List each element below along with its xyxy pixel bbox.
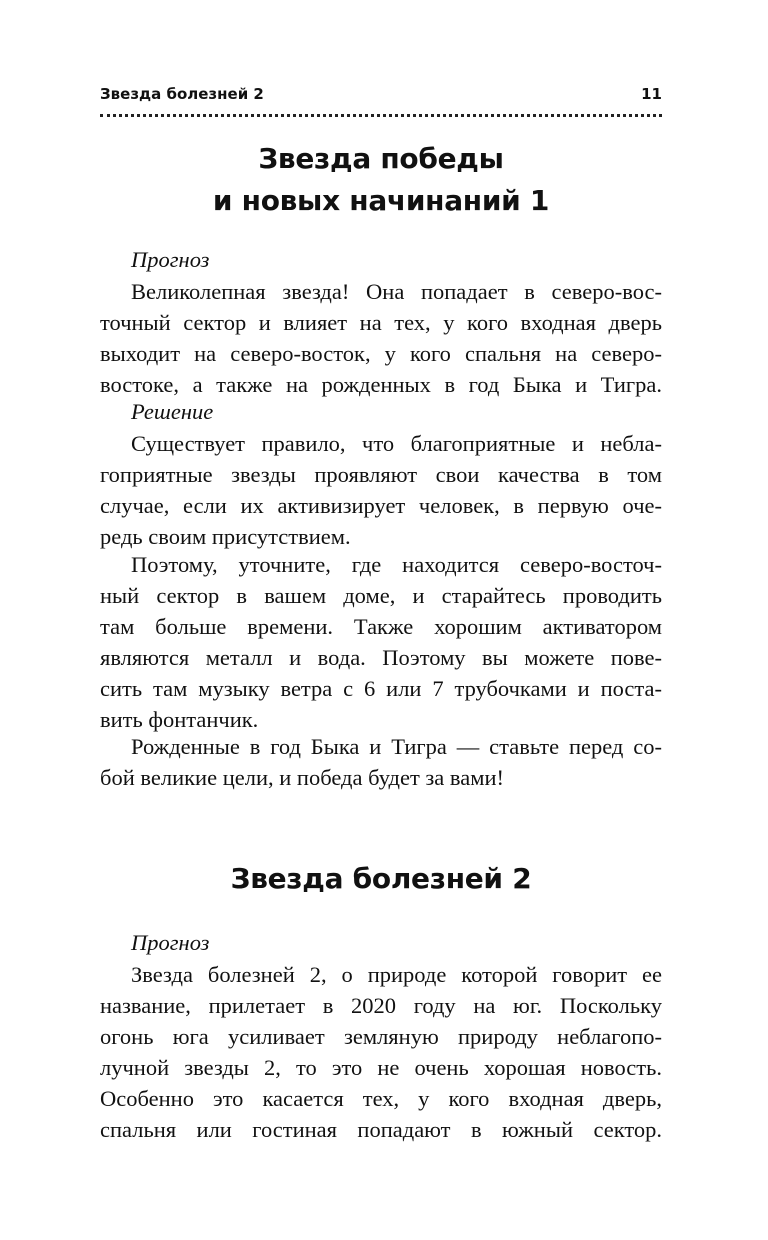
page-number: 11 xyxy=(641,85,662,103)
text-line: там больше времени. Также хорошим активатором xyxy=(100,614,662,639)
text-line: редь своим присутствием. xyxy=(100,524,351,549)
text-line: точный сектор и влияет на тех, у кого входная дверь xyxy=(100,310,662,335)
section-title-victory-star xyxy=(100,138,662,222)
text-line: Рожденные в год Быка и Тигра — ставьте перед со- xyxy=(131,734,662,759)
text-line: гоприятные звезды проявляют свои качества в том xyxy=(100,462,662,487)
section-title-illness-star xyxy=(100,858,662,900)
forecast-label: Прогноз xyxy=(131,247,210,272)
text-line: вить фонтанчик. xyxy=(100,707,259,732)
text-line: случае, если их активизирует человек, в первую оче- xyxy=(100,493,662,518)
solution-paragraph-2 xyxy=(100,549,662,735)
text-line: лучной звезды 2, то это не очень хорошая новость. xyxy=(100,1055,662,1080)
text-line: огонь юга усиливает земляную природу неблагопо- xyxy=(100,1024,662,1049)
text-line: Поэтому, уточните, где находится северо-восточ- xyxy=(131,552,662,577)
section-title-line: Звезда болезней 2 xyxy=(230,862,532,895)
section-title-line: и новых начинаний 1 xyxy=(212,184,550,217)
text-line: востоке, а также на рожденных в год Быка и Тигра. xyxy=(100,372,662,397)
header-divider xyxy=(100,114,662,117)
text-line: Великолепная звезда! Она попадает в северо-вос- xyxy=(131,279,662,304)
text-line: Существует правило, что благоприятные и небла- xyxy=(131,431,662,456)
forecast-paragraph xyxy=(100,276,662,400)
text-line: являются металл и вода. Поэтому вы можете пове- xyxy=(100,645,662,670)
text-line: спальня или гостиная попадают в южный сектор. xyxy=(100,1117,662,1142)
text-line: название, прилетает в 2020 году на юг. Поскольку xyxy=(100,993,662,1018)
text-line: ный сектор в вашем доме, и старайтесь проводить xyxy=(100,583,662,608)
text-line: выходит на северо-восток, у кого спальня на северо- xyxy=(100,341,662,366)
text-line: Звезда болезней 2, о природе которой говорит ее xyxy=(131,962,662,987)
section-title-line: Звезда победы xyxy=(258,142,504,175)
solution-paragraph-3 xyxy=(100,731,662,793)
text-line: Особенно это касается тех, у кого входная дверь, xyxy=(100,1086,662,1111)
text-line: бой великие цели, и победа будет за вами! xyxy=(100,765,505,790)
forecast-label: Прогноз xyxy=(131,930,210,955)
running-title: Звезда болезней 2 xyxy=(100,85,264,103)
forecast-paragraph xyxy=(100,959,662,1145)
running-header xyxy=(100,82,662,106)
text-line: сить там музыку ветра с 6 или 7 трубочками и поста- xyxy=(100,676,662,701)
solution-paragraph-1 xyxy=(100,428,662,552)
solution-label: Решение xyxy=(131,399,214,424)
